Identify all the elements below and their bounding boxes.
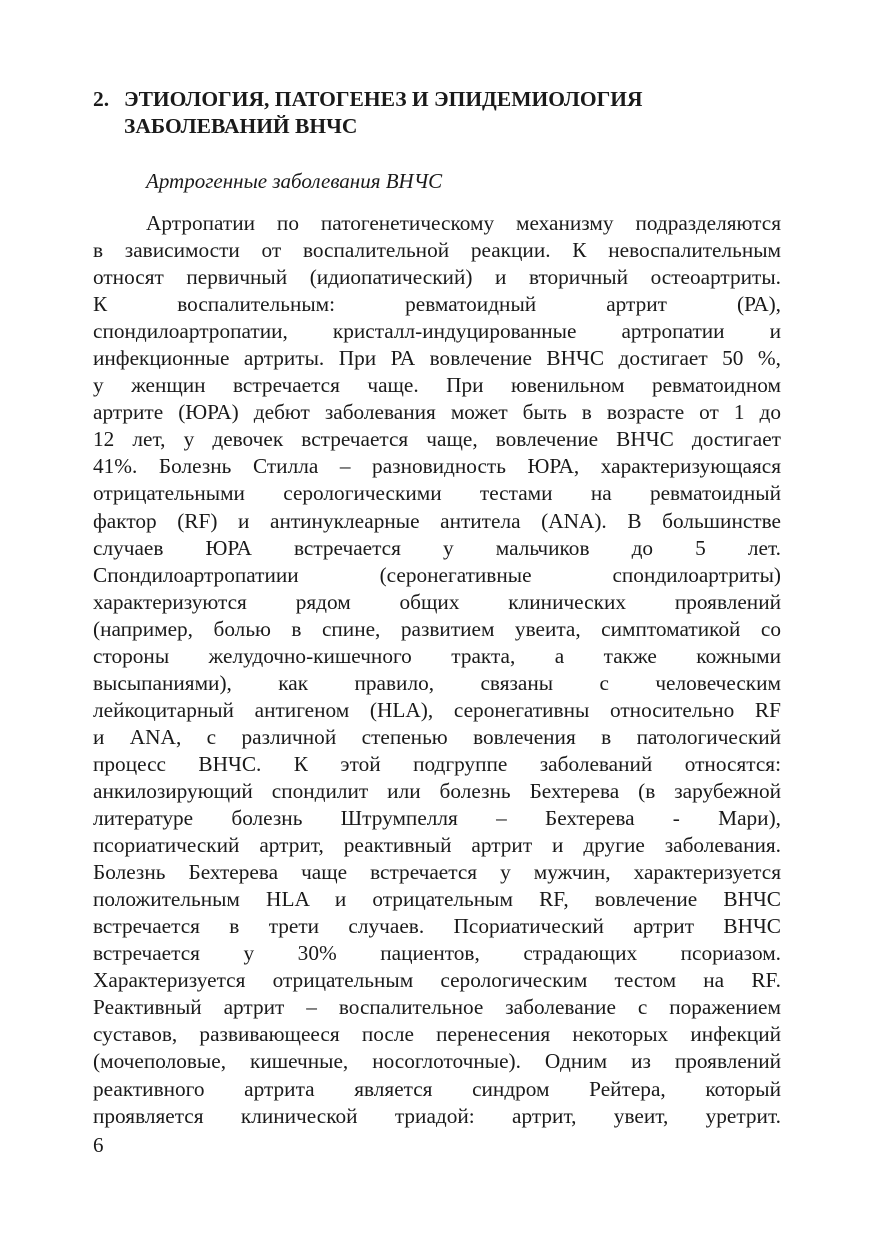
text-line: Болезнь Бехтерева чаще встречается у мужчин, характеризуется	[93, 860, 781, 885]
text-line: 12 лет, у девочек встречается чаще, вовлечение ВНЧС достигает	[93, 427, 781, 452]
text-line: характеризуются рядом общих клинических проявлений	[93, 589, 781, 614]
text-line: анкилозирующий спондилит или болезнь Бехтерева (в зарубежной	[93, 778, 781, 803]
text-line: встречается у 30% пациентов, страдающих псориазом.	[93, 941, 781, 966]
body-paragraph	[93, 210, 781, 1130]
text-line: встречается в трети случаев. Псориатический артрит ВНЧС	[93, 914, 781, 939]
section-title-line-2: ЗАБОЛЕВАНИЙ ВНЧС	[124, 114, 358, 138]
page-number: 6	[93, 1133, 104, 1157]
section-number: 2.	[93, 87, 110, 111]
text-line: Артропатии по патогенетическому механизму подразделяются	[146, 211, 781, 235]
text-line: артрите (ЮРА) дебют заболевания может быть в возрасте от 1 до	[93, 400, 781, 425]
text-line: инфекционные артриты. При РА вовлечение ВНЧС достигает 50 %,	[93, 346, 781, 371]
subsection-heading: Артрогенные заболевания ВНЧС	[146, 169, 443, 193]
text-line: Реактивный артрит – воспалительное заболевание с поражением	[93, 995, 781, 1020]
text-line: спондилоартропатии, кристалл-индуцированные артропатии и	[93, 319, 781, 344]
text-line: у женщин встречается чаще. При ювенильном ревматоидном	[93, 373, 781, 398]
text-line: К воспалительным: ревматоидный артрит (РА),	[93, 292, 781, 317]
text-line: относят первичный (идиопатический) и вторичный остеоартриты.	[93, 265, 781, 290]
text-line: и ANA, с различной степенью вовлечения в патологический	[93, 724, 781, 749]
section-title-line-1: ЭТИОЛОГИЯ, ПАТОГЕНЕЗ И ЭПИДЕМИОЛОГИЯ	[124, 87, 643, 111]
text-line: отрицательными серологическими тестами на ревматоидный	[93, 481, 781, 506]
text-line: Характеризуется отрицательным серологическим тестом на RF.	[93, 968, 781, 993]
text-line: реактивного артрита является синдром Рейтера, который	[93, 1076, 781, 1101]
text-line: положительным HLA и отрицательным RF, вовлечение ВНЧС	[93, 887, 781, 912]
text-line: стороны желудочно-кишечного тракта, а также кожными	[93, 643, 781, 668]
text-line: Спондилоартропатиии (серонегативные спондилоартриты)	[93, 562, 781, 587]
text-line: в зависимости от воспалительной реакции. К невоспалительным	[93, 238, 781, 263]
text-line: процесс ВНЧС. К этой подгруппе заболеваний относятся:	[93, 751, 781, 776]
text-line: высыпаниями), как правило, связаны с человеческим	[93, 670, 781, 695]
text-line: (мочеполовые, кишечные, носоглоточные). Одним из проявлений	[93, 1049, 781, 1074]
section-heading	[93, 86, 783, 140]
text-line: лейкоцитарный антигеном (HLA), серонегативны относительно RF	[93, 697, 781, 722]
text-line: суставов, развивающееся после перенесения некоторых инфекций	[93, 1022, 781, 1047]
text-line: проявляется клинической триадой: артрит, увеит, уретрит.	[93, 1103, 781, 1128]
text-line: литературе болезнь Штрумпелля – Бехтерева - Мари),	[93, 806, 781, 831]
text-line: фактор (RF) и антинуклеарные антитела (ANA). В большинстве	[93, 508, 781, 533]
text-line: случаев ЮРА встречается у мальчиков до 5 лет.	[93, 535, 781, 560]
text-line: (например, болью в спине, развитием увеита, симптоматикой со	[93, 616, 781, 641]
text-line: псориатический артрит, реактивный артрит и другие заболевания.	[93, 833, 781, 858]
text-line: 41%. Болезнь Стилла – разновидность ЮРА, характеризующаяся	[93, 454, 781, 479]
